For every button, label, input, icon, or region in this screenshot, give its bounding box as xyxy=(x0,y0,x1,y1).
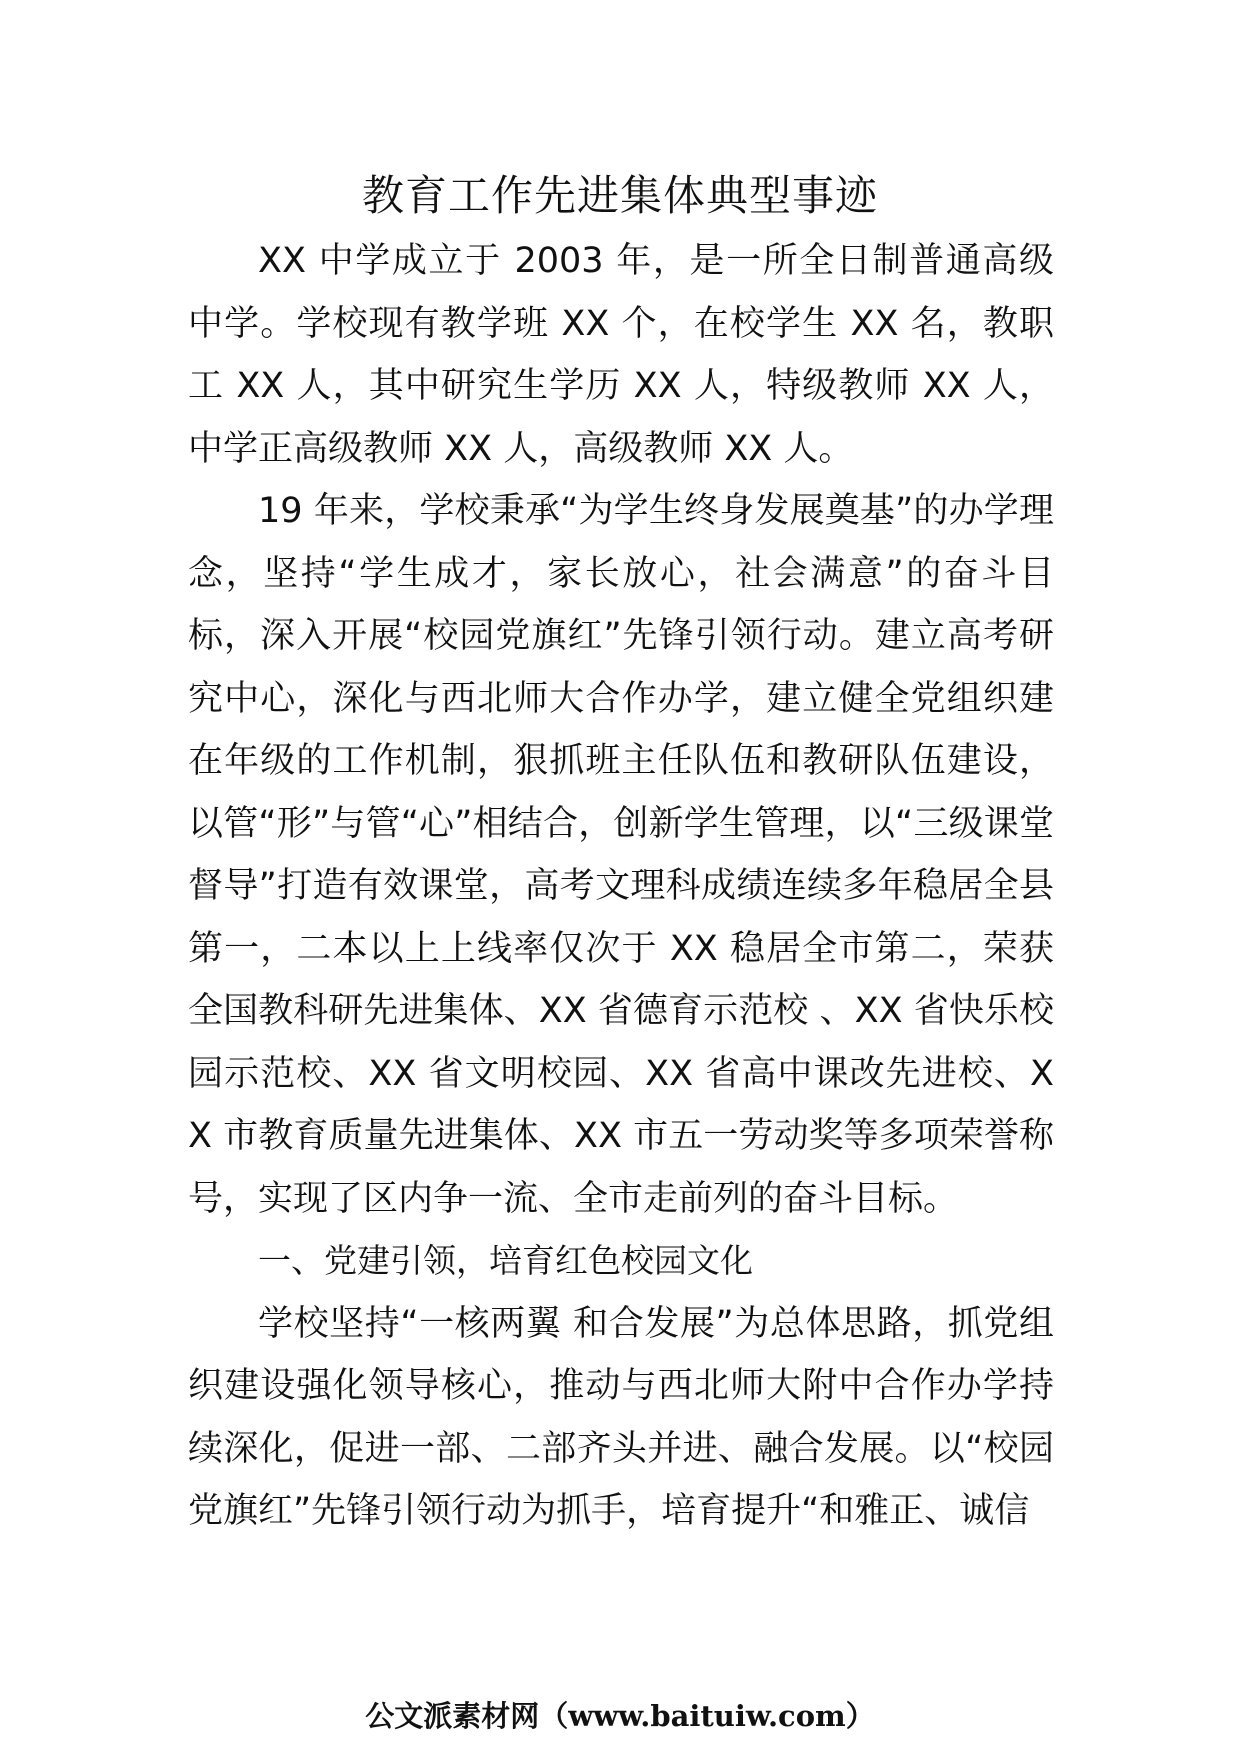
paragraph-section-1: 学校坚持“一核两翼 和合发展”为总体思路，抓党组织建设强化领导核心，推动与西北师大附中合作办学持续深化，促进一部、二部齐头并进、融合发展。以“校园党旗红”先锋引领行动为抓手，培育提升“和雅正、诚信 xyxy=(188,1303,1054,1531)
paragraph-achievements: 19 年来，学校秉承“为学生终身发展奠基”的办学理念，坚持“学生成才，家长放心，社会满意”的奋斗目标，深入开展“校园党旗红”先锋引领行动。建立高考研究中心，深化与西北师大合作办学，建立健全党组织建在年级的工作机制，狠抓班主任队伍和教研队伍建设，以管“形”与管“心”相结合，创新学生管理，以“三级课堂督导”打造有效课堂，高考文理科成绩连续多年稳居全县第一，二本以上上线率仅次于 XX 稳居全市第二，荣获全国教科研先进集体、XX 省德育示范校 、XX 省快乐校园示范校、XX 省文明校园、XX 省高中课改先进校、XX 市教育质量先进集体、XX 市五一劳动奖等多项荣誉称号，实现了区内争一流、全市走前列的奋斗目标。 xyxy=(188,491,1054,1219)
document-body xyxy=(188,230,1054,1543)
paragraph-intro: XX 中学成立于 2003 年，是一所全日制普通高级中学。学校现有教学班 XX 个，在校学生 XX 名，教职工 XX 人，其中研究生学历 XX 人，特级教师 XX 人，中学正高级教师 XX 人，高级教师 XX 人。 xyxy=(188,241,1054,469)
section-heading-1: 一、党建引领，培育红色校园文化 xyxy=(258,1241,753,1280)
document-title: 教育工作先进集体典型事迹 xyxy=(361,171,878,220)
footer-source: 公文派素材网（www.baituiw.com） xyxy=(365,1699,875,1733)
